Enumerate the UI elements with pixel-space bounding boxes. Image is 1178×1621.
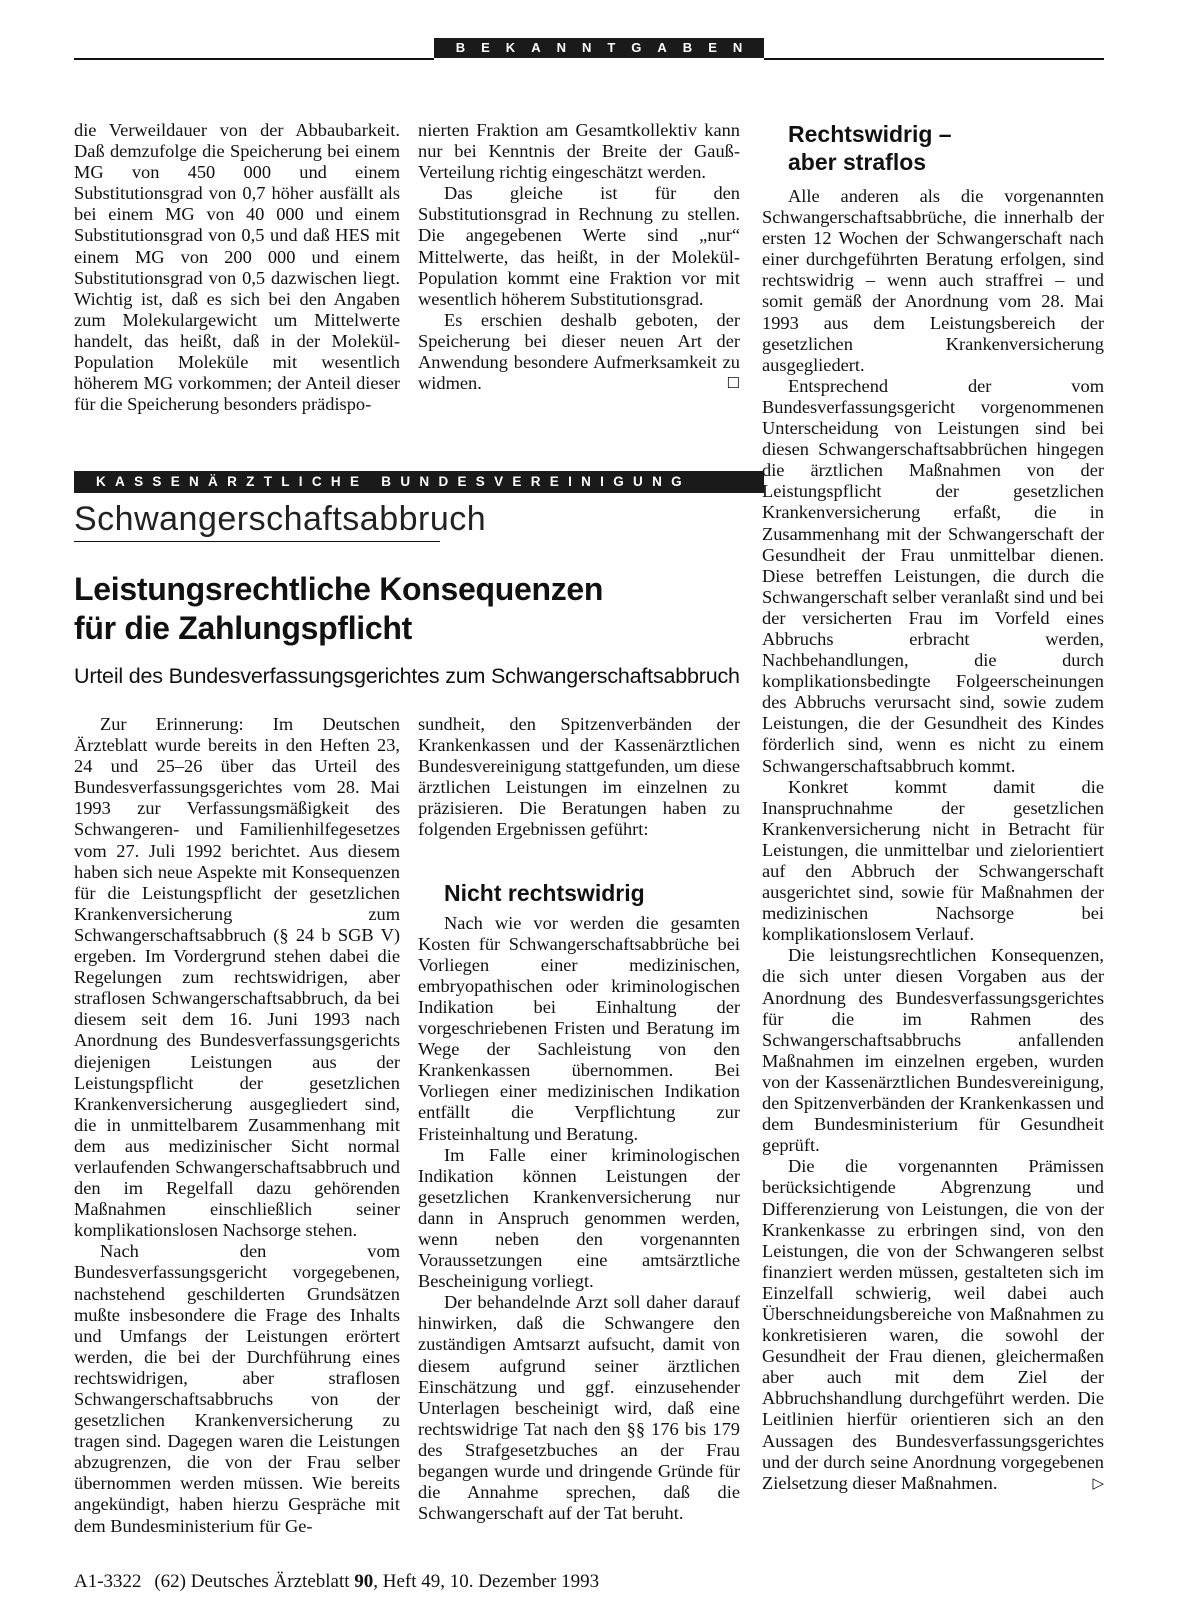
prev-article-column-2 [418,120,740,394]
paragraph: Nach wie vor werden die gesamten Kosten für Schwangerschaftsabbrüche bei Vorliegen einer medizinischen, embryopathischen oder kriminologischen Indikation bei Einhaltung der vorgeschriebenen Fristen und Beratung im Wege der Sachleistung von den Krankenkassen übernommen. Bei Vorliegen einer medizinischen Indikation entfällt die Verpflichtung zur Fristeinhaltung und Beratung. [418,912,740,1144]
continue-arrow-icon: ▷ [1092,1473,1104,1492]
paragraph: Nach den vom Bundesverfassungsgericht vorgegebenen, nachstehend geschilderten Grundsätzen mußte insbesondere die Frage des Inhalts und Umfangs der Leistungen erörtert werden, die bei der Durchführung eines rechtswidrigen, aber straflosen Schwangerschaftsabbruchs von der gesetzlichen Krankenversicherung zu tragen sind. Dagegen waren die Leistungen abzugrenzen, die von der Frau selber übernommen werden müssen. Wie bereits angekündigt, haben hierzu Gespräche mit dem Bundesministerium für Ge- [74,1241,400,1536]
topic-title: Schwangerschaftsabbruch [74,500,487,538]
subheading-line-2: aber straflos [788,149,927,175]
headline-line-2: für die Zahlungspflicht [74,610,412,646]
paragraph: Zur Erinnerung: Im Deutschen Ärzteblatt wurde bereits in den Heften 23, 24 und 25–26 über das Urteil des Bundesverfassungsgerichtes vom 28. Mai 1993 zur Verfassungsmäßigkeit des Schwangeren- und Familienhilfegesetzes vom 27. Juli 1992 berichtet. Aus diesem haben sich neue Aspekte mit Konsequenzen für die Leistungspflicht der gesetzlichen Krankenversicherung zum Schwangerschaftsabbruch (§ 24 b SGB V) ergeben. Im Vordergrund stehen dabei die Regelungen zum rechtswidrigen, aber straflosen Schwangerschaftsabbruch, da bei diesem seit dem 16. Juni 1993 nach Anordnung des Bundesverfassungsgerichts diejenigen Leistungen aus der Leistungspflicht der gesetzlichen Krankenversicherung ausgegliedert sind, die in unmittelbarem Zusammenhang mit dem aus medizinischer Sicht normal verlaufenden Schwangerschaftsabbruch und den im Regelfall dazu gehörenden Maßnahmen einschließlich seiner komplikationslosen Nachsorge stehen. [74,714,400,1241]
paragraph: sundheit, den Spitzenverbänden der Krankenkassen und der Kassenärztlichen Bundesvereinigung stattgefunden, um diese ärztlichen Leistungen im einzelnen zu präzisieren. Die Beratungen haben zu folgenden Ergebnissen geführt: [418,714,740,840]
article-column-2 [418,714,740,1524]
issue-date: , Heft 49, 10. Dezember 1993 [373,1571,600,1592]
paragraph: die Verweildauer von der Abbaubarkeit. Daß demzufolge die Speicherung bei einem MG von 450 000 und einem Substitutionsgrad von 0,7 höher ausfällt als bei einem MG von 40 000 und einem Substitutionsgrad von 0,5 und daß HES mit einem MG von 200 000 und einem Substitutionsgrad von 0,5 dazwischen liegt. Wichtig ist, daß es sich bei den Angaben zum Molekulargewicht um Mittelwerte handelt, das heißt, daß in der Molekül-Population Moleküle mit wesentlich höherem MG vorkommen; der Anteil dieser für die Speicherung besonders prädispo- [74,120,400,415]
page-reference: A1-3322 [74,1571,142,1592]
header-rule-right [764,58,1104,60]
paragraph: Konkret kommt damit die Inanspruchnahme der gesetzlichen Krankenversicherung nicht in Betracht für Leistungen, die unmittelbar und zielorientiert auf den Abbruch der Schwangerschaft ausgerichtet sind, sowie für Maßnahmen der medizinischen Nachsorge bei komplikationslosem Verlauf. [762,776,1104,945]
paragraph: Die leistungsrechtlichen Konsequenzen, die sich unter diesen Vorgaben aus der Anordnung des Bundesverfassungsgerichtes für die im Rahmen des Schwangerschaftsabbruchs anfallenden Maßnahmen im einzelnen ergeben, wurden von der Kassenärztlichen Bundesvereinigung, den Spitzenverbänden der Krankenkassen und dem Bundesministerium für Gesundheit geprüft. [762,945,1104,1156]
paragraph: Entsprechend der vom Bundesverfassungsgericht vorgenommenen Unterscheidung von Leistungen sind bei diesen Schwangerschaftsabbrüchen hingegen die ärztlichen Maßnahmen von der Leistungspflicht der gesetzlichen Krankenversicherung erfaßt, die in Zusammenhang mit der Schwangerschaft der Gesundheit der Frau unmittelbar dienen. Diese betreffen Leistungen, die durch die Schwangerschaft selber veranlaßt sind und bei der versicherten Frau im Vorfeld eines Abbruchs erbracht werden, Nachbehandlungen, die durch komplikationsbedingte Folgeerscheinungen des Abbruchs verursacht sind, sowie zudem Leistungen, die der Gesundheit des Kindes förderlich sind, wenn es nicht zu einem Schwangerschaftsabbruch kommt. [762,375,1104,776]
article-column-3 [762,120,1104,1494]
topic-underline [74,541,440,542]
headline [74,570,603,648]
paragraph: nierten Fraktion am Gesamtkollektiv kann nur bei Kenntnis der Breite der Gauß-Verteilung richtig eingeschätzt werden. [418,120,740,183]
subheading-nicht-rechtswidrig: Nicht rechtswidrig [444,879,645,906]
paragraph: Es erschien deshalb geboten, der Speicherung bei dieser neuen Art der Anwendung besondere Aufmerksamkeit zu widmen. ☐ [418,309,740,394]
paragraph: Die die vorgenannten Prämissen berücksichtigende Abgrenzung und Differenzierung von Leistungen, die von der Krankenkasse zu erbringen sind, von den Leistungen, die von der Schwangeren selbst finanziert werden müssen, gestalteten sich im Einzelfall schwierig, weil dabei auch Überschneidungsbereiche von Maßnahmen zu konkretisieren waren, die sowohl der Gesundheit der Frau dienen, gleichermaßen aber auch mit dem Ziel der Abbruchshandlung durchgeführt werden. Die Leitlinien hierfür orientieren sich an den Aussagen des Bundesverfassungsgerichtes und der durch seine Anordnung vorgegebenen Zielsetzung dieser Maßnahmen. ▷ [762,1156,1104,1493]
journal-name: Deutsches Ärzteblatt [190,1571,350,1592]
end-mark-icon: ☐ [726,374,740,393]
paragraph: Das gleiche ist für den Substitutionsgrad in Rechnung zu stellen. Die angegebenen Werte sind „nur“ Mittelwerte, das heißt, in der Molekül-Population kommt eine Fraktion vor mit wesentlich höherem Substitutionsgrad. [418,183,740,309]
footer [74,1570,599,1594]
page-number: (62) [154,1571,186,1592]
paragraph: Alle anderen als die vorgenannten Schwangerschaftsabbrüche, die innerhalb der ersten 12 Wochen der Schwangerschaft nach einer durchgeführten Beratung erfolgen, sind rechtswidrig – wenn auch straffrei – und somit gemäß der Anordnung vom 28. Mai 1993 aus dem Leistungsbereich der gesetzlichen Krankenversicherung ausgegliedert. [762,186,1104,375]
volume-number: 90 [354,1571,374,1592]
paragraph: Der behandelnde Arzt soll daher darauf hinwirken, daß die Schwangere den zuständigen Amtsarzt aufsucht, damit von diesem aufgrund seiner ärztlichen Einschätzung und ggf. einzusehender Unterlagen bescheinigt wird, daß eine rechtswidrige Tat nach den §§ 176 bis 179 des Strafgesetzbuches an der Frau begangen wurde und dringende Gründe für die Annahme sprechen, daß die Schwangerschaft auf der Tat beruht. [418,1292,740,1524]
paragraph: Im Falle einer kriminologischen Indikation können Leistungen der gesetzlichen Krankenversicherung nur dann in Anspruch genommen werden, wenn neben den vorgenannten Voraussetzungen eine amtsärztliche Bescheinigung vorliegt. [418,1144,740,1292]
subtitle: Urteil des Bundesverfassungsgerichtes zum Schwangerschaftsabbruch [74,664,740,688]
article-column-1 [74,714,400,1537]
subheading-line-1: Rechtswidrig – [788,121,952,147]
header-rule-left [74,58,434,60]
headline-line-1: Leistungsrechtliche Konsequenzen [74,571,604,607]
section-label: BEKANNTGABEN [434,38,764,58]
section-bar: KASSENÄRZTLICHE BUNDESVEREINIGUNG [74,471,764,493]
subheading-rechtswidrig-aber-straflos [762,120,1104,176]
prev-article-column-1 [74,120,400,415]
